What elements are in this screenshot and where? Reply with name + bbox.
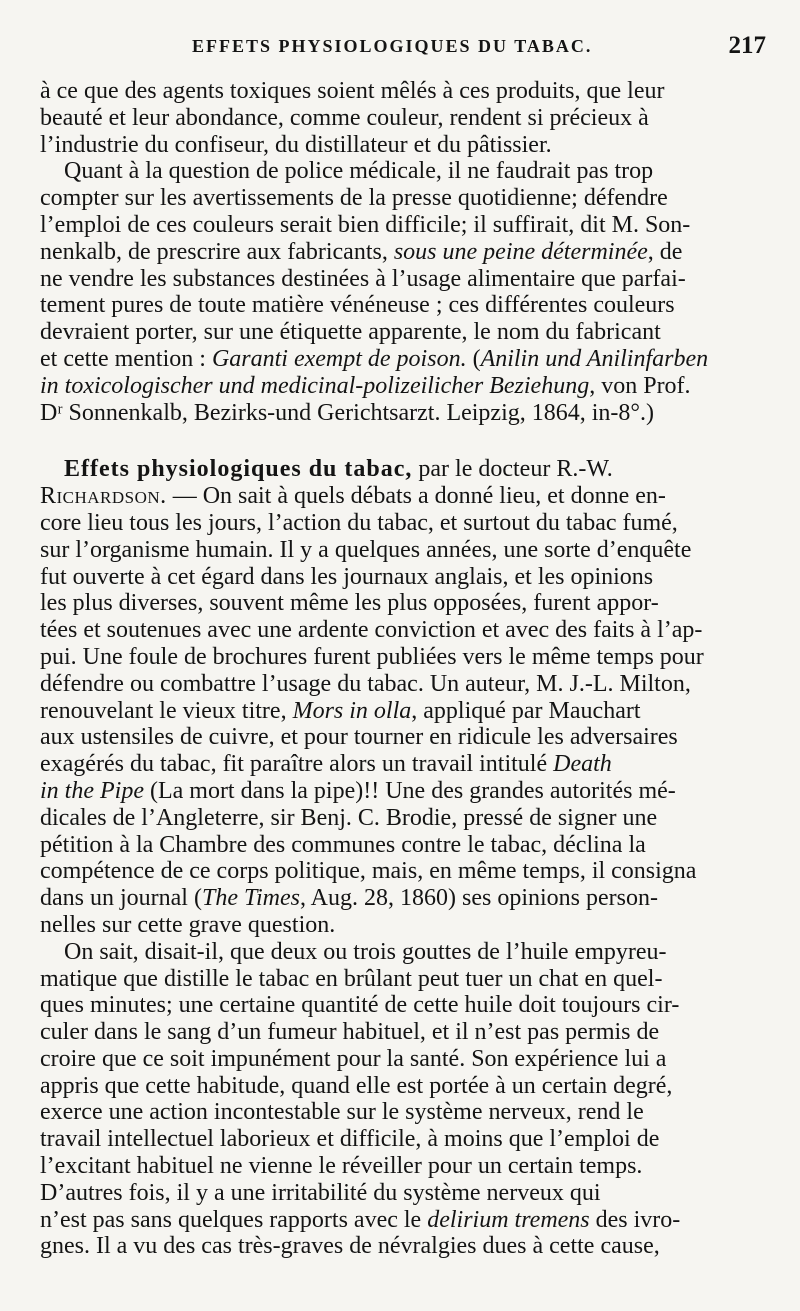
text-span: , von Prof. [589,372,691,399]
paragraph-line: beauté et leur abondance, comme couleur, rendent si précieux à [40,104,649,131]
paragraph-line: ne vendre les substances destinées à l’usage alimentaire que parfai- [40,265,686,292]
paragraph-line [40,1207,772,1234]
text-span: — On sait à quels débats a donné lieu, et donne en- [166,483,666,510]
text-span: dans un journal ( [40,885,202,912]
text-span: nenkalb, de prescrire aux fabricants, [40,238,394,265]
paragraph-line: l’excitant habituel ne vienne le réveiller pour un certain temps. [40,1153,643,1180]
paragraph-line [40,698,772,725]
italic-text: in toxicologischer und medicinal-polizeilicher Beziehung [40,372,590,399]
italic-text: Garanti exempt de poison. [211,345,467,372]
paragraph-line: sur l’organisme humain. Il y a quelques années, une sorte d’enquête [40,536,692,563]
paragraph-line: Dʳ Sonnenkalb, Bezirks-und Gerichtsarzt. Leipzig, 1864, in-8°.) [40,399,654,426]
running-head [40,32,772,64]
italic-text: Mors in olla [292,697,412,724]
text-span: par le docteur R.-W. [412,456,613,483]
paragraph-line: matique que distille le tabac en brûlant peut tuer un chat en quel- [40,965,663,992]
italic-text: The Times [201,885,300,912]
paragraph-line [40,483,772,510]
paragraph-line [40,346,772,373]
paragraph-line: exerce une action incontestable sur le système nerveux, rend le [40,1099,644,1126]
text-span: et cette mention : [40,345,212,372]
paragraph-line: tement pures de toute matière vénéneuse ; ces différentes couleurs [40,292,675,319]
paragraph-line: On sait, disait-il, que deux ou trois gouttes de l’huile empyreu- [64,938,667,965]
paragraph-line: Quant à la question de police médicale, il ne faudrait pas trop [64,158,654,185]
text-span: exagérés du tabac, fit paraître alors un travail intitulé [40,751,554,778]
paragraph-line: les plus diverses, souvent même les plus opposées, furent appor- [40,590,659,617]
paragraph-line: core lieu tous les jours, l’action du tabac, et surtout du tabac fumé, [40,509,678,536]
paragraph-line: pétition à la Chambre des communes contre le tabac, déclina la [40,831,646,858]
paragraph-line [40,885,772,912]
article-title: Effets physiologiques du tabac, [64,456,413,483]
text-span: ( [466,345,481,372]
body-text [40,78,772,1260]
paragraph-line [40,778,772,805]
italic-text: delirium tremens [427,1206,590,1233]
paragraph-line [40,239,772,266]
page-number: 217 [728,32,766,59]
paragraph-line: ques minutes; une certaine quantité de cette huile doit toujours cir- [40,992,680,1019]
paragraph-line: tées et soutenues avec une ardente conviction et avec des faits à l’ap- [40,617,703,644]
paragraph-line: culer dans le sang d’un fumeur habituel, et il n’est pas permis de [40,1019,660,1046]
paragraph-line: devraient porter, sur une étiquette apparente, le nom du fabricant [40,319,661,346]
paragraph-line: nelles sur cette grave question. [40,911,336,938]
paragraph-line: D’autres fois, il y a une irritabilité du système nerveux qui [40,1179,601,1206]
author-name: Richardson. [40,483,167,510]
paragraph-line [40,751,772,778]
paragraph-line: travail intellectuel laborieux et difficile, à moins que l’emploi de [40,1126,660,1153]
paragraph-line: compétence de ce corps politique, mais, en même temps, il consigna [40,858,697,885]
paragraph-line: aux ustensiles de cuivre, et pour tourner en ridicule les adversaires [40,724,678,751]
text-span: renouvelant le vieux titre, [40,697,293,724]
italic-text: Death [553,751,612,778]
paragraph-line: appris que cette habitude, quand elle est portée à un certain degré, [40,1072,673,1099]
paragraph-line: fut ouverte à cet égard dans les journaux anglais, et les opinions [40,563,654,590]
text-span: , Aug. 28, 1860) ses opinions person- [299,885,658,912]
running-title: EFFETS PHYSIOLOGIQUES DU TABAC. [192,36,593,56]
paragraph-line: compter sur les avertissements de la presse quotidienne; défendre [40,185,668,212]
paragraph-line: pui. Une foule de brochures furent publiées vers le même temps pour [40,643,704,670]
text-span: n’est pas sans quelques rapports avec le [40,1206,428,1233]
section-gap [40,426,772,456]
text-span: des ivro- [589,1206,681,1233]
paragraph-line: l’industrie du confiseur, du distillateur et du pâtissier. [40,131,552,158]
paragraph-line [40,373,772,400]
paragraph-line: défendre ou combattre l’usage du tabac. Un auteur, M. J.-L. Milton, [40,670,691,697]
paragraph-line: croire que ce soit impunément pour la santé. Son expérience lui a [40,1045,667,1072]
italic-text: sous une peine déterminée [393,238,648,265]
text-span: , appliqué par Mauchart [411,697,641,724]
article-heading-line [40,456,772,483]
paragraph-line: gnes. Il a vu des cas très-graves de névralgies dues à cette cause, [40,1233,660,1260]
italic-text: in the Pipe [40,777,144,804]
paragraph-line: l’emploi de ces couleurs serait bien difficile; il suffirait, dit M. Son- [40,211,691,238]
text-span: , de [647,238,683,265]
italic-text: Anilin und Anilinfarben [480,345,709,372]
paragraph-line: dicales de l’Angleterre, sir Benj. C. Brodie, pressé de signer une [40,804,658,831]
paragraph-line: à ce que des agents toxiques soient mêlés à ces produits, que leur [40,78,665,104]
text-span: (La mort dans la pipe)!! Une des grandes autorités mé- [143,777,676,804]
